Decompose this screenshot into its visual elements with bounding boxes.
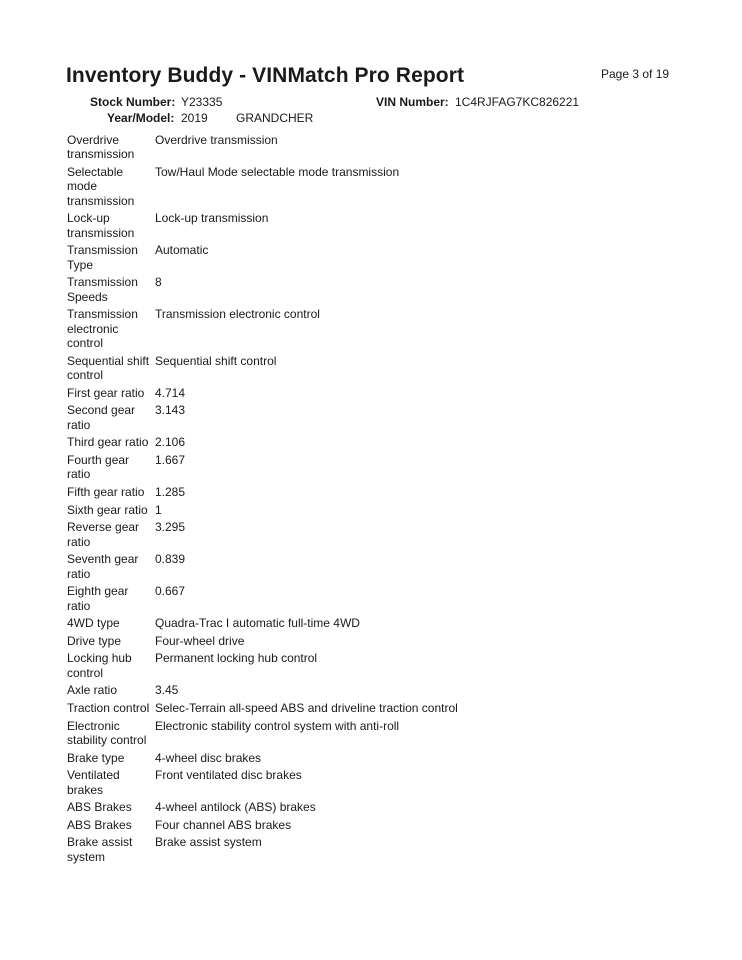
spec-row — [67, 719, 687, 748]
spec-label: Sixth gear ratio — [67, 502, 148, 517]
spec-row — [67, 354, 687, 383]
spec-label: Locking hub control — [67, 651, 132, 680]
spec-row — [67, 552, 687, 581]
spec-value: Automatic — [155, 243, 209, 258]
spec-label: Second gear ratio — [67, 403, 136, 432]
spec-label: Ventilated brakes — [67, 768, 120, 797]
spec-row — [67, 386, 687, 400]
spec-value: 2.106 — [155, 435, 186, 450]
spec-row — [67, 800, 687, 814]
spec-label: Fourth gear ratio — [67, 453, 130, 482]
spec-row — [67, 165, 687, 208]
spec-label: Transmission Speeds — [67, 275, 138, 304]
spec-value: 3.295 — [155, 520, 186, 535]
spec-label: Fifth gear ratio — [67, 485, 145, 499]
spec-row — [67, 485, 687, 499]
spec-label: Selectable mode transmission — [67, 165, 135, 208]
spec-value: Front ventilated disc brakes — [155, 768, 302, 783]
spec-value: Transmission electronic control — [155, 307, 320, 322]
spec-row — [67, 211, 687, 240]
spec-row — [67, 616, 687, 630]
spec-row — [67, 520, 687, 549]
spec-label: Seventh gear ratio — [67, 552, 139, 581]
spec-row — [67, 453, 687, 482]
spec-label: Axle ratio — [67, 683, 118, 698]
spec-value: 4.714 — [155, 385, 186, 400]
spec-row — [67, 701, 687, 715]
spec-label: Sequential shift control — [67, 353, 150, 383]
vin-value: 1C4RJFAG7KC826221 — [455, 95, 580, 109]
spec-value: Brake assist system — [155, 835, 262, 850]
spec-label: First gear ratio — [67, 385, 145, 400]
spec-label: Electronic stability control — [67, 718, 147, 747]
page-number: Page 3 of 19 — [601, 67, 670, 81]
spec-label: Transmission Type — [67, 243, 138, 272]
spec-label: Third gear ratio — [67, 435, 149, 450]
spec-value: Lock-up transmission — [155, 211, 269, 226]
spec-value: 1.667 — [155, 453, 186, 467]
spec-label: Overdrive transmission — [67, 133, 135, 162]
spec-label: Eighth gear ratio — [67, 584, 129, 613]
spec-label: Brake assist system — [67, 835, 133, 864]
spec-value: Tow/Haul Mode selectable mode transmission — [155, 165, 400, 179]
spec-value: 0.667 — [155, 584, 186, 599]
spec-row — [67, 683, 687, 697]
spec-value: 3.143 — [155, 403, 186, 418]
spec-row — [67, 435, 687, 449]
spec-value: 8 — [155, 275, 162, 290]
spec-label: ABS Brakes — [67, 800, 132, 815]
spec-row — [67, 651, 687, 680]
spec-row — [67, 243, 687, 272]
spec-label: 4WD type — [67, 616, 120, 631]
spec-row — [67, 818, 687, 832]
model-value: GRANDCHER — [236, 111, 314, 125]
spec-row — [67, 133, 687, 162]
spec-value: Four channel ABS brakes — [155, 817, 292, 832]
spec-row — [67, 403, 687, 432]
spec-row — [67, 503, 687, 517]
spec-label: Drive type — [67, 633, 122, 648]
stock-number-label: Stock Number: — [90, 95, 176, 109]
year-model-label: Year/Model: — [107, 111, 175, 125]
spec-label: Traction control — [67, 700, 150, 715]
spec-value: Sequential shift control — [155, 353, 277, 368]
spec-label: Brake type — [67, 750, 125, 765]
spec-value: Four-wheel drive — [155, 633, 245, 648]
spec-value: Quadra-Trac I automatic full-time 4WD — [155, 616, 360, 631]
spec-value: 4-wheel antilock (ABS) brakes — [155, 800, 316, 815]
spec-list — [67, 133, 687, 867]
report-title: Inventory Buddy - VINMatch Pro Report — [66, 64, 465, 87]
spec-row — [67, 584, 687, 613]
spec-row — [67, 307, 687, 350]
spec-row — [67, 751, 687, 765]
spec-row — [67, 835, 687, 864]
spec-value: Selec-Terrain all-speed ABS and driveline traction control — [155, 700, 458, 715]
spec-label: ABS Brakes — [67, 817, 132, 832]
spec-row — [67, 634, 687, 648]
stock-number-value: Y23335 — [181, 95, 223, 109]
spec-value: 1 — [155, 502, 162, 517]
spec-value: Electronic stability control system with anti-roll — [155, 718, 400, 733]
spec-row — [67, 275, 687, 304]
spec-value: Overdrive transmission — [155, 133, 278, 147]
spec-label: Lock-up transmission — [67, 211, 135, 240]
spec-value: Permanent locking hub control — [155, 651, 318, 666]
spec-row — [67, 768, 687, 797]
vin-label: VIN Number: — [376, 95, 449, 109]
spec-value: 0.839 — [155, 552, 186, 567]
spec-value: 3.45 — [155, 683, 179, 698]
year-value: 2019 — [181, 111, 208, 125]
spec-label: Transmission electronic control — [67, 307, 138, 351]
spec-value: 4-wheel disc brakes — [155, 750, 262, 765]
spec-label: Reverse gear ratio — [67, 520, 140, 549]
spec-value: 1.285 — [155, 485, 186, 499]
